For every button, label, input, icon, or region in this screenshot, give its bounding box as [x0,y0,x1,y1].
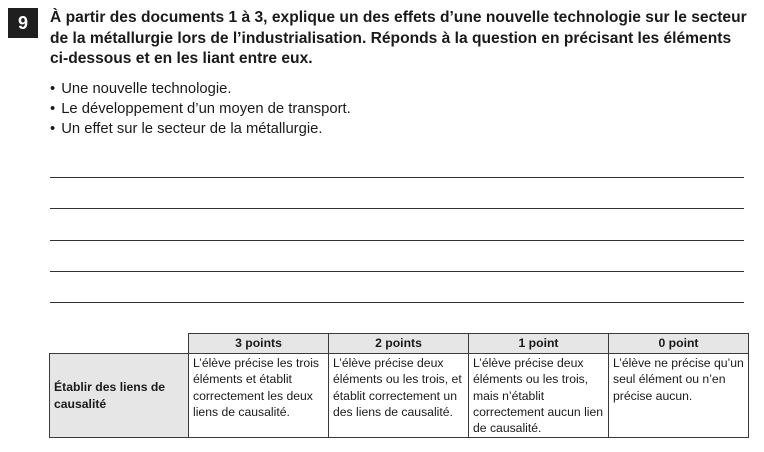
answer-line[interactable] [50,302,744,303]
list-item: • Un effet sur le secteur de la métallurgie. [50,119,750,139]
rubric-column-header: 3 points [189,334,329,354]
question-prompt: À partir des documents 1 à 3, explique un des effets d’une nouvelle technologie sur le secteur de la métallurgie lors de l’industrialisation. Réponds à la question en précisant les éléments ci-dessous et en les liant entre eux. [50,9,747,67]
list-item: • Le développement d’un moyen de transport. [50,99,750,119]
answer-line[interactable] [50,240,744,241]
question-number-badge: 9 [8,8,38,38]
rubric-description-cell: L’élève précise deux éléments ou les trois, mais n’établit correctement aucun lien de causalité. [469,354,609,438]
rubric-criterion-cell: Établir des liens de causalité [50,354,189,438]
rubric-column-header: 2 points [329,334,469,354]
rubric-description-cell: L’élève précise deux éléments ou les trois, et établit correctement un des liens de causalité. [329,354,469,438]
answer-line[interactable] [50,271,744,272]
table-row [50,354,749,438]
rubric-header-row [50,334,749,354]
list-item: • Une nouvelle technologie. [50,79,750,99]
rubric-corner-cell [50,334,189,354]
rubric-description-cell: L’élève précise les trois éléments et établit correctement les deux liens de causalité. [189,354,329,438]
rubric-column-header: 1 point [469,334,609,354]
required-elements-list [50,79,750,139]
rubric-column-header: 0 point [609,334,749,354]
grading-rubric-table [49,333,749,438]
answer-line[interactable] [50,208,744,209]
rubric-description-cell: L’élève ne précise qu’un seul élément ou n’en précise aucun. [609,354,749,438]
answer-line[interactable] [50,177,744,178]
